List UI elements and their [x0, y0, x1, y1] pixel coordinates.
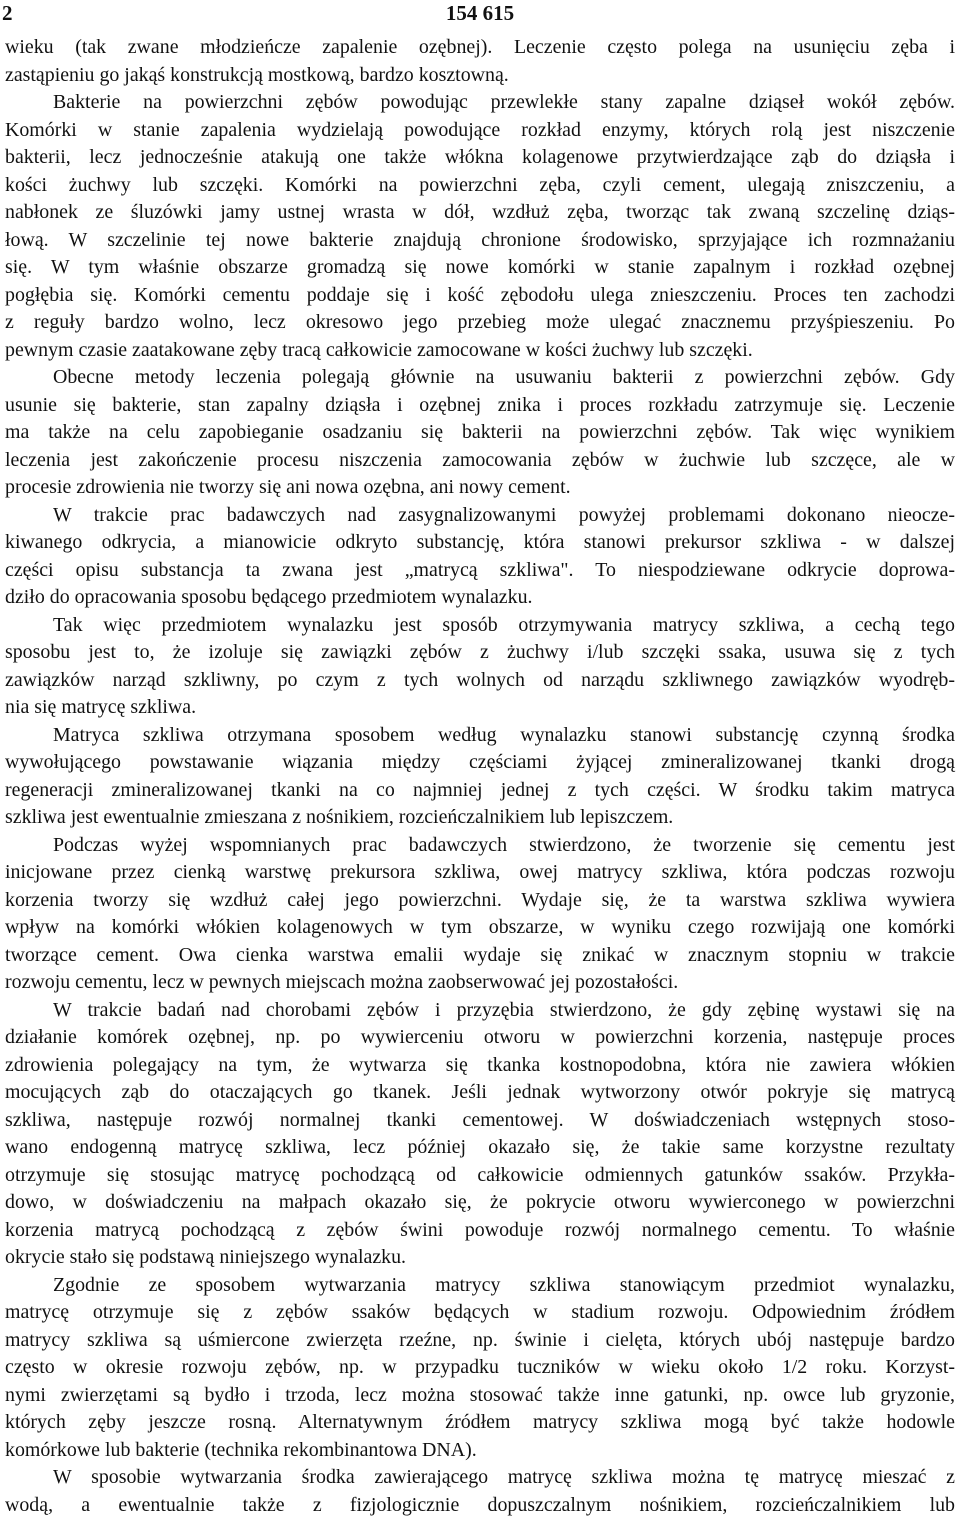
text-line: działanie komórek ozębnej, np. po wywierceniu otworu w powierzchni korzenia, następuje proces — [5, 1024, 955, 1052]
text-line: usunie się bakterie, stan zapalny dziąsła i ozębnej znika i proces rozkładu zatrzymuje się. Leczenie — [5, 392, 955, 420]
text-line: wano endogenną matrycę szkliwa, lecz później okazało się, że takie same korzystne rezultaty — [5, 1134, 955, 1162]
text-line: części opisu substancja ta zwana jest „matrycą szkliwa". To niespodziewane odkrycie doprowa- — [5, 557, 955, 585]
text-line: W sposobie wytwarzania środka zawierającego matrycę szkliwa można tę matrycę mieszać z — [5, 1464, 955, 1492]
text-line: Obecne metody leczenia polegają głównie na usuwaniu bakterii z powierzchni zębów. Gdy — [5, 364, 955, 392]
text-line: nabłonek ze śluzówki jamy ustnej wrasta w dół, wzdłuż zęba, tworząc tak zwaną szczelinę dziąs- — [5, 199, 955, 227]
text-line: nymi zwierzętami są bydło i trzoda, lecz można stosować także inne gatunki, np. owce lub gryzonie, — [5, 1382, 955, 1410]
text-line: mocujących ząb do otaczających go tkanek. Jeśli jednak wytworzony otwór pokryje się matrycą — [5, 1079, 955, 1107]
text-line: matrycy szkliwa są uśmiercone zwierzęta rzeźne, np. świnie i cielęta, których ubój następuje bardzo — [5, 1327, 955, 1355]
text-line: się. W tym właśnie obszarze gromadzą się nowe komórki w stanie zapalnym i rozkład ozębnej — [5, 254, 955, 282]
text-line: często w okresie rozwoju zębów, np. w przypadku tuczników w wieku około 1/2 roku. Korzyst- — [5, 1354, 955, 1382]
text-line: tworzące cement. Owa cienka warstwa emalii wydaje się znikać w znacznym stopniu w trakcie — [5, 942, 955, 970]
text-line: inicjowane przez cienką warstwę prekursora szkliwa, owej matrycy szkliwa, która podczas rozwoju — [5, 859, 955, 887]
text-line: W trakcie prac badawczych nad zasygnalizowanymi powyżej problemami dokonano nieocze- — [5, 502, 955, 530]
text-line: nia się matrycę szkliwa. — [5, 694, 955, 722]
text-line: szkliwa jest ewentualnie zmieszana z nośnikiem, rozcieńczalnikiem lub lepiszczem. — [5, 804, 955, 832]
text-line: Bakterie na powierzchni zębów powodując przewlekłe stany zapalne dziąseł wokół zębów. — [5, 89, 955, 117]
text-line: szkliwa, następuje rozwój normalnej tkanki cementowej. W doświadczeniach wstępnych stoso- — [5, 1107, 955, 1135]
text-line: łową. W szczelinie tej nowe bakterie znajdują chronione środowisko, sprzyjające ich rozmnażaniu — [5, 227, 955, 255]
text-line: wpływ na komórki włókien kolagenowych w tym obszarze, w wyniku czego rozwijają one komórki — [5, 914, 955, 942]
text-line: okrycie stało się podstawą niniejszego wynalazku. — [5, 1244, 955, 1272]
text-line: pogłębia się. Komórki cementu poddaje się i kość zębodołu ulega znieszczeniu. Proces ten zachodzi — [5, 282, 955, 310]
text-line: wodą, a ewentualnie także z fizjologicznie dopuszczalnym nośnikiem, rozcieńczalnikiem lub — [5, 1492, 955, 1519]
document-number: 154 615 — [0, 0, 960, 26]
text-line: zawiązków narząd szkliwny, po czym z tych wolnych od narządu szkliwnego zawiązków wyodręb- — [5, 667, 955, 695]
text-line: leczenia jest zakończenie procesu niszczenia zamocowania zębów w żuchwie lub szczęce, ale w — [5, 447, 955, 475]
text-line: regeneracji zmineralizowanej tkanki na co najmniej jednej z tych części. W środku takim matryca — [5, 777, 955, 805]
text-line: sposobu jest to, że izoluje się zawiązki zębów z żuchwy i/lub szczęki ssaka, usuwa się z tych — [5, 639, 955, 667]
text-line: pewnym czasie zaatakowane zęby tracą całkowicie zamocowane w kości żuchwy lub szczęki. — [5, 337, 955, 365]
text-line: ma także na celu zapobieganie osadzaniu się bakterii na powierzchni zębów. Tak więc wynikiem — [5, 419, 955, 447]
text-line: kości żuchwy lub szczęki. Komórki na powierzchni zęba, czyli cement, ulegają zniszczeniu, a — [5, 172, 955, 200]
text-line: korzenia matrycą pochodzącą z zębów świni powoduje rozwój normalnego cementu. To właśnie — [5, 1217, 955, 1245]
text-line: W trakcie badań nad chorobami zębów i przyzębia stwierdzono, że gdy zębinę wystawi się na — [5, 997, 955, 1025]
text-line: Zgodnie ze sposobem wytwarzania matrycy szkliwa stanowiącym przedmiot wynalazku, — [5, 1272, 955, 1300]
text-line: rozwoju cementu, lecz w pewnych miejscach można zaobserwować jej pozostałości. — [5, 969, 955, 997]
text-line: komórkowe lub bakterie (technika rekombinantowa DNA). — [5, 1437, 955, 1465]
text-line: zastąpieniu go jakąś konstrukcją mostkową, bardzo kosztowną. — [5, 62, 955, 90]
text-line: wywołującego powstawanie wiązania między częściami żyjącej zmineralizowanej tkanki drogą — [5, 749, 955, 777]
text-line: dowo, w doświadczeniu na małpach okazało się, że pokrycie otworu wywierconego w powierzchni — [5, 1189, 955, 1217]
text-line: z reguły bardzo wolno, lecz okresowo jego przebieg może ulegać znacznemu przyśpieszeniu. Po — [5, 309, 955, 337]
text-line: kiwanego odkrycia, a mianowicie odkryto substancję, która stanowi prekursor szkliwa - w dalszej — [5, 529, 955, 557]
text-line: Matryca szkliwa otrzymana sposobem według wynalazku stanowi substancję czynną środka — [5, 722, 955, 750]
page-number: 2 — [2, 0, 13, 26]
text-line: procesie zdrowienia nie tworzy się ani nowa ozębna, ani nowy cement. — [5, 474, 955, 502]
text-line: dziło do opracowania sposobu będącego przedmiotem wynalazku. — [5, 584, 955, 612]
text-line: zdrowienia polegający na tym, że wytwarza się tkanka kostnopodobna, która nie zawiera włókien — [5, 1052, 955, 1080]
text-line: których zęby jeszcze rosną. Alternatywnym źródłem matrycy szkliwa mogą być także hodowle — [5, 1409, 955, 1437]
text-line: otrzymuje się stosując matrycę pochodzącą od całkowicie odmiennych gatunków ssaków. Przykła- — [5, 1162, 955, 1190]
text-line: bakterii, lecz jednocześnie atakują one także włókna kolagenowe przytwierdzające ząb do dziąsła i — [5, 144, 955, 172]
text-line: Komórki w stanie zapalenia wydzielają powodujące rozkład enzymy, których rolą jest niszczenie — [5, 117, 955, 145]
text-line: wieku (tak zwane młodzieńcze zapalenie ozębnej). Leczenie często polega na usunięciu zęba i — [5, 34, 955, 62]
text-line: Tak więc przedmiotem wynalazku jest sposób otrzymywania matrycy szkliwa, a cechą tego — [5, 612, 955, 640]
text-line: korzenia tworzy się wzdłuż całej jego powierzchni. Wydaje się, że ta warstwa szkliwa wywiera — [5, 887, 955, 915]
text-line: matrycę otrzymuje się z zębów ssaków będących w stadium rozwoju. Odpowiednim źródłem — [5, 1299, 955, 1327]
document-body — [5, 34, 955, 1519]
text-line: Podczas wyżej wspomnianych prac badawczych stwierdzono, że tworzenie się cementu jest — [5, 832, 955, 860]
page-header — [0, 0, 960, 34]
